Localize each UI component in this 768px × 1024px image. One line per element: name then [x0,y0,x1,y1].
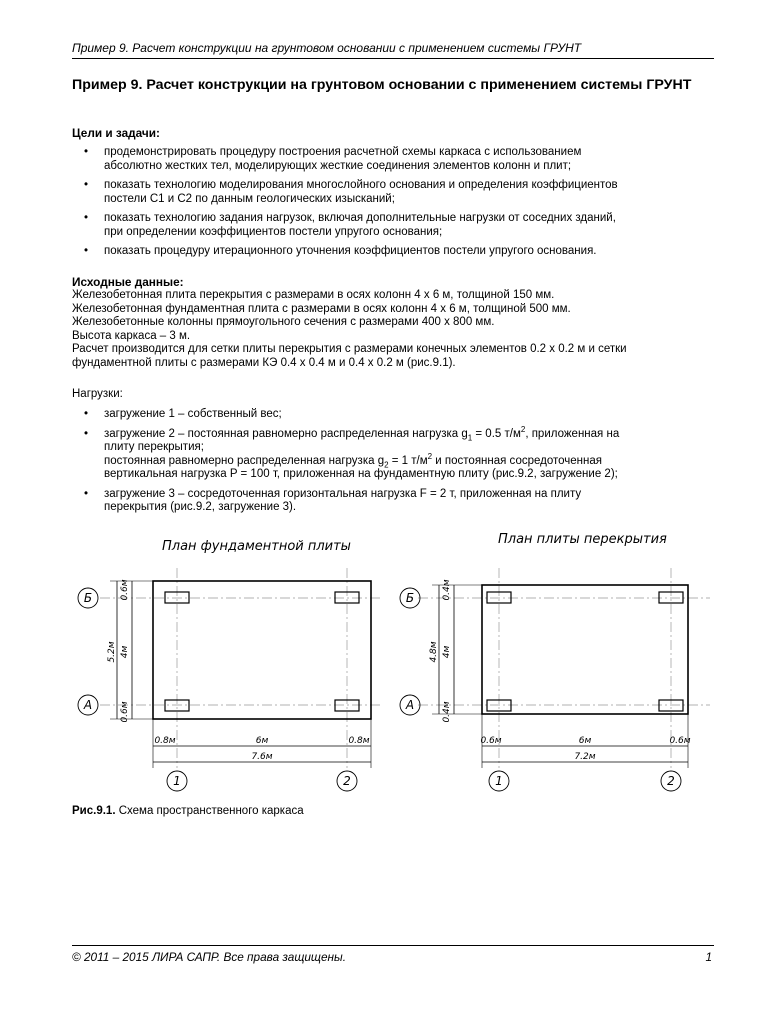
list-item-text: загружение 1 – собственный вес; [104,408,282,420]
dim-label: 4м [120,645,130,659]
loads-heading: Нагрузки: [72,388,123,400]
page-footer [72,945,714,964]
bullet-icon: • [84,179,89,191]
text-line: фундаментной плиты с размерами КЭ 0.4 x 0.4 м и 0.4 x 0.2 м (рис.9.1). [72,356,456,369]
page-title: Пример 9. Расчет конструкции на грунтовом основании с применением системы ГРУНТ [72,77,692,93]
caption-label: Рис.9.1. [72,805,116,817]
dim-label: 0.4м [442,701,452,723]
goals-heading: Цели и задачи: [72,126,160,140]
dim-label: 7.6м [251,752,273,762]
running-title: Пример 9. Расчет конструкции на грунтовом основании с применением системы ГРУНТ [72,41,582,55]
bullet-icon: • [84,427,89,440]
list-item-text: плиту перекрытия; [104,441,204,453]
text-line: Железобетонная плита перекрытия с размерами в осях колонн 4 x 6 м, толщиной 150 мм. [72,289,555,301]
dim-label: 0.6м [120,701,130,723]
list-item-text: вертикальная нагрузка P = 100 т, приложенная на фундаментную плиту (рис.9.2, загружение 2); [104,468,618,480]
list-item-text: абсолютно жестких тел, моделирующих жесткие соединения элементов колонн и плит; [104,159,572,172]
text-line: Железобетонная фундаментная плита с размерами в осях колонн 4 x 6 м, толщиной 500 мм. [72,302,571,315]
axis-label: 2 [343,774,351,788]
bullet-icon: • [84,146,89,158]
list-item [72,212,712,239]
dim-label: 0.6м [669,736,691,746]
source-paragraph [72,289,732,371]
source-heading: Исходные данные: [72,275,184,289]
list-item [72,424,712,482]
left-plan-title: План фундаментной плиты [162,539,351,554]
dim-label: 4.8м [429,641,439,663]
list-item [72,179,712,206]
list-item-text: при определении коэффициентов постели упругого основания; [104,225,443,238]
foundation-slab [153,581,371,719]
dim-label: 6м [578,736,592,746]
copyright-text: © 2011 – 2015 ЛИРА САПР. Все права защищены. [72,950,346,964]
bullet-icon: • [84,487,89,500]
dim-label: 4м [442,645,452,659]
list-item [72,488,712,515]
list-item-text: продемонстрировать процедуру построения расчетной схемы каркаса с использованием [104,146,582,158]
dim-label: 0.8м [154,736,176,746]
list-item [72,408,712,422]
axis-label: 1 [173,774,181,788]
figure-caption [72,805,304,817]
plan-drawing [70,528,712,796]
axis-label: 1 [495,774,503,788]
loads-list [72,408,712,521]
list-item-text: показать технологию задания нагрузок, включая дополнительные нагрузки от соседних зданий, [104,212,616,224]
axis-label: Б [83,591,93,605]
page-number: 1 [705,950,712,964]
dim-label: 5.2м [107,641,117,663]
dim-label: 0.6м [480,736,502,746]
text-line: Расчет производится для сетки плиты перекрытия с размерами конечных элементов 0.2 x 0.2 м и сетки [72,343,627,356]
list-item-text: показать процедуру итерационного уточнения коэффициентов постели упругого основания. [104,245,597,257]
dim-label: 0.8м [348,736,370,746]
dim-label: 0.4м [442,579,452,601]
goals-list [72,146,712,265]
list-item-text: показать технологию моделирования многослойного основания и определения коэффициентов [104,179,618,191]
list-item-text: постели С1 и С2 по данным геологических изысканий; [104,192,395,205]
list-item-text: загружение 3 – сосредоточенная горизонтальная нагрузка F = 2 т, приложенная на плиту [104,487,582,500]
dim-label: 7.2м [574,752,596,762]
axis-label: А [405,698,415,712]
bullet-icon: • [84,408,89,420]
text-line: Железобетонные колонны прямоугольного сечения с размерами 400 x 800 мм. [72,316,495,329]
axis-label: 2 [667,774,675,788]
floor-slab [482,585,688,714]
list-item [72,146,712,173]
list-item-text: постоянная равномерно распределенная нагрузка $g_2 = 1$ $т/м^2$ и постоянная сосредоточенная [104,451,602,469]
axis-label: Б [405,591,415,605]
bullet-icon: • [84,245,89,257]
dim-label: 6м [255,736,269,746]
list-item [72,245,712,259]
list-item-text: загружение 2 – постоянная равномерно распределенная нагрузка $g_1 = 0.5$ $т/м^2$, приложенная на [104,424,620,442]
bullet-icon: • [84,212,89,224]
running-header [72,41,714,59]
caption-text: Схема пространственного каркаса [115,805,304,817]
dim-label: 0.6м [120,579,130,601]
axis-label: А [83,698,93,712]
list-item-text: перекрытия (рис.9.2, загружение 3). [104,501,297,513]
text-line: Высота каркаса – 3 м. [72,329,191,342]
right-plan-title: План плиты перекрытия [498,532,667,547]
figure-9-1 [70,528,712,796]
